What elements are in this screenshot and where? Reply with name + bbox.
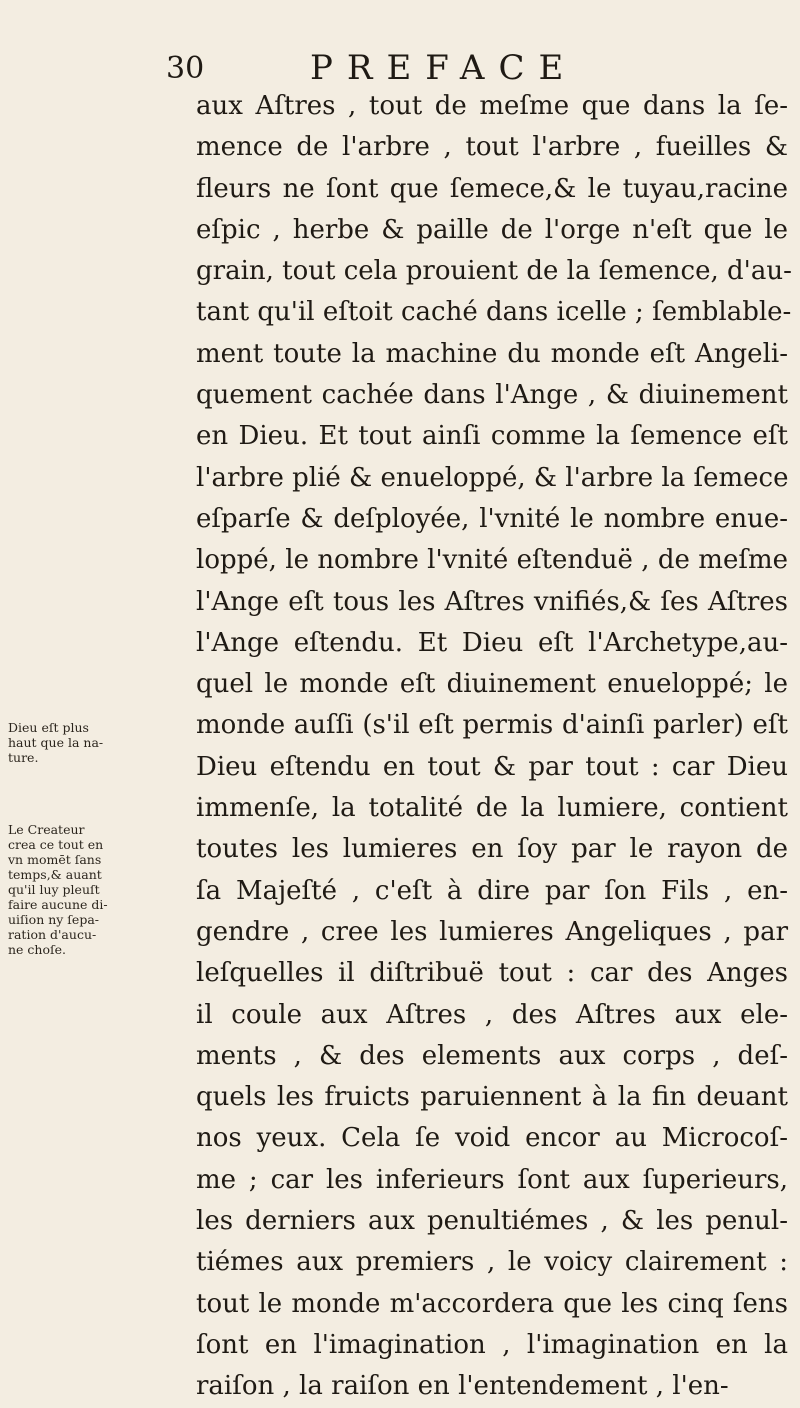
running-title: PREFACE [310,48,578,88]
text-line: leſquelles il diſtribuë tout : car des Anges [196,958,788,989]
text-line: l'Ange eſtendu. Et Dieu eſt l'Archetype,au- [196,627,788,658]
text-line: mence de l'arbre , tout l'arbre , fueilles & [196,132,788,163]
margin-note-createur [8,822,108,957]
text-line: tout le monde m'accordera que les cinq ſens [196,1288,788,1319]
text-line: loppé, le nombre l'vnité eſtenduë , de meſme [196,545,788,576]
text-line: l'Ange eſt tous les Aſtres vnifiés,& ſes Aſtres [196,586,788,617]
margin-note-line: uiſion ny ſepa- [8,912,100,927]
text-line: toutes les lumieres en ſoy par le rayon de [196,834,788,865]
text-line: grain, tout cela prouient de la ſemence, d'au- [196,256,792,287]
text-line: eſparſe & deſployée, l'vnité le nombre enue- [196,503,788,534]
text-line: Dieu eſtendu en tout & par tout : car Dieu [196,751,788,782]
margin-note-dieu [8,720,104,765]
text-line: raiſon , la raiſon en l'entendement , l'en- [196,1371,729,1402]
text-line: quels les fruicts paruiennent à la fin deuant [196,1082,788,1113]
text-line: aux Aſtres , tout de meſme que dans la ſe- [196,91,788,121]
text-line: fleurs ne ſont que ſemece,& le tuyau,racine [196,173,788,204]
text-line: les derniers aux penultiémes , & les penul- [196,1206,788,1237]
text-line: l'arbre plié & enueloppé, & l'arbre la ſemece [196,462,789,493]
text-line: monde auſſi (s'il eſt permis d'ainſi parler) eſt [196,710,788,741]
page-number: 30 [166,51,205,86]
text-line: ſa Majeſté , c'eſt à dire par ſon Fils , en- [196,875,788,906]
text-line: ment toute la machine du monde eſt Angeli- [196,338,788,369]
text-line: eſpic , herbe & paille de l'orge n'eſt que le [196,214,788,245]
margin-note-line: ration d'aucu- [8,927,97,942]
body-text [196,86,792,1408]
text-line: nos yeux. Cela ſe void encor au Microcoſ- [196,1123,788,1154]
margin-note-line: Le Createur [8,822,85,837]
margin-note-line: ne choſe. [8,942,66,957]
margin-note-line: Dieu eſt plus [8,720,89,735]
text-line: immenſe, la totalité de la lumiere, contient [196,793,788,824]
margin-note-line: qu'il luy pleuſt [8,882,100,897]
text-line: gendre , cree les lumieres Angeliques , par [196,916,788,947]
margin-note-line: faire aucune di- [8,897,108,912]
margin-note-line: ture. [8,750,39,765]
margin-note-line: crea ce tout en [8,837,104,852]
text-line: ments , & des elements aux corps , deſ- [196,1040,788,1071]
margin-note-line: vn momēt ſans [8,852,102,867]
margin-note-line: haut que la na- [8,735,104,750]
text-line: en Dieu. Et tout ainſi comme la ſemence eſt [196,421,788,452]
page-header [148,44,788,88]
text-line: quel le monde eſt diuinement enueloppé; le [196,669,788,700]
text-line: tiémes aux premiers , le voicy clairement : [196,1247,788,1278]
margin-note-line: temps,& auant [8,867,102,882]
text-line: ſont en l'imagination , l'imagination en la [196,1329,788,1360]
text-line: tant qu'il eſtoit caché dans icelle ; ſemblable- [196,297,792,328]
text-line: me ; car les inferieurs ſont aux ſuperieurs, [196,1164,788,1195]
text-line: il coule aux Aſtres , des Aſtres aux ele- [196,999,788,1030]
text-line: quement cachée dans l'Ange , & diuinement [196,380,788,411]
